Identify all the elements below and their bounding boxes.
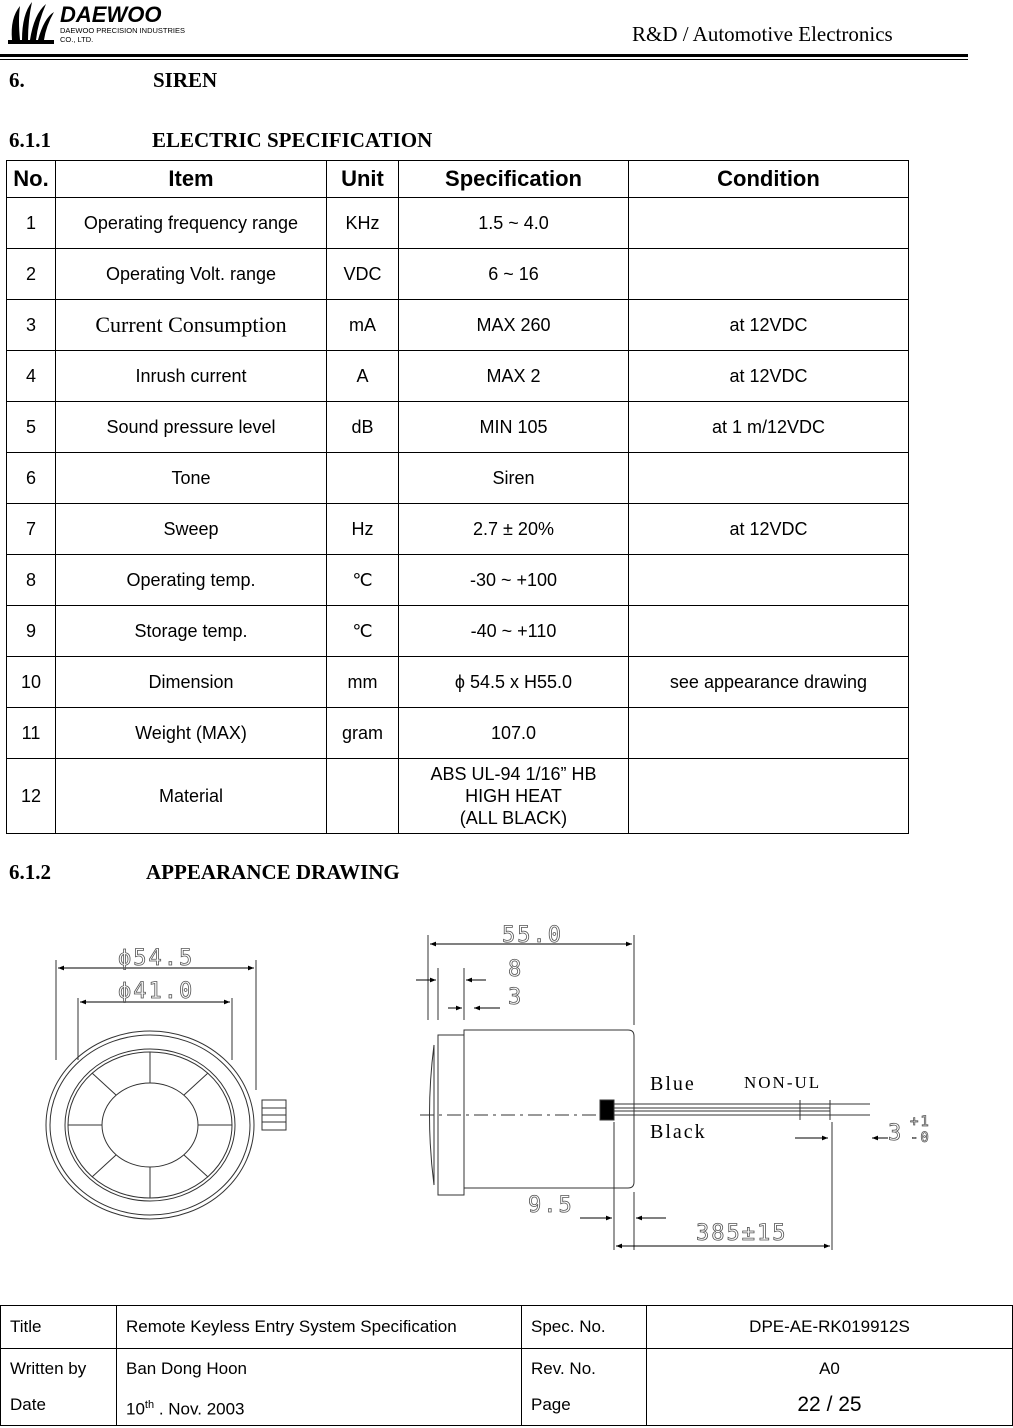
section-611-heading <box>9 128 432 153</box>
cell-no: 4 <box>7 351 56 402</box>
table-header-row <box>7 161 909 198</box>
cell-item: Operating Volt. range <box>56 249 327 300</box>
cell-no: 10 <box>7 657 56 708</box>
appearance-drawing <box>40 910 970 1260</box>
cell-spec: 6 ~ 16 <box>399 249 629 300</box>
cell-condition <box>629 453 909 504</box>
footer-rev-label: Rev. No. <box>531 1359 596 1378</box>
dim-8: 8 <box>508 957 524 982</box>
dim-cable-length: 385±15 <box>696 1221 788 1246</box>
wire-label-black: Black <box>650 1121 707 1143</box>
cell-condition <box>629 606 909 657</box>
dim-9-5: 9.5 <box>528 1193 574 1218</box>
cell-spec: MAX 2 <box>399 351 629 402</box>
cell-spec: 2.7 ± 20% <box>399 504 629 555</box>
table-row <box>7 198 909 249</box>
daewoo-logo-mark <box>8 2 54 44</box>
cell-condition: at 12VDC <box>629 300 909 351</box>
cell-item: Storage temp. <box>56 606 327 657</box>
dim-length: 55.0 <box>502 923 563 948</box>
table-row <box>7 351 909 402</box>
footer-row <box>1 1349 1013 1426</box>
header-specification: Specification <box>399 161 629 198</box>
cell-unit: mA <box>327 300 399 351</box>
cell-spec: -30 ~ +100 <box>399 555 629 606</box>
footer-rev-page-values-cell <box>647 1349 1013 1426</box>
dim-strip: 3 <box>888 1121 904 1146</box>
section-number: 6.1.1 <box>9 128 51 152</box>
table-row <box>7 504 909 555</box>
cell-spec: ϕ 54.5 x H55.0 <box>399 657 629 708</box>
cell-no: 8 <box>7 555 56 606</box>
table-row <box>7 300 909 351</box>
footer-labels-cell <box>1 1349 117 1426</box>
cell-unit: ℃ <box>327 555 399 606</box>
cell-condition <box>629 249 909 300</box>
cell-spec: MIN 105 <box>399 402 629 453</box>
cell-unit: ℃ <box>327 606 399 657</box>
cell-spec: 1.5 ~ 4.0 <box>399 198 629 249</box>
cell-spec <box>399 759 629 834</box>
footer-title-label: Title <box>1 1306 117 1349</box>
dim-strip-tol-plus: +1 <box>910 1114 931 1130</box>
cell-no: 7 <box>7 504 56 555</box>
table-row <box>7 249 909 300</box>
material-line: HIGH HEAT <box>465 786 562 806</box>
cell-condition <box>629 759 909 834</box>
cell-condition: see appearance drawing <box>629 657 909 708</box>
table-row <box>7 708 909 759</box>
dim-inner-diameter: ϕ41.0 <box>118 979 195 1004</box>
table-row <box>7 402 909 453</box>
footer-spec-no-value: DPE-AE-RK019912S <box>647 1306 1013 1349</box>
table-row <box>7 606 909 657</box>
footer-page-value: 22 / 25 <box>797 1393 862 1416</box>
cell-no: 5 <box>7 402 56 453</box>
cell-unit: VDC <box>327 249 399 300</box>
wire-note-non-ul: NON-UL <box>744 1073 822 1092</box>
table-row <box>7 555 909 606</box>
logo-sub2: CO., LTD. <box>60 35 94 44</box>
cell-item: Current Consumption <box>56 300 327 351</box>
cell-item: Material <box>56 759 327 834</box>
cell-condition <box>629 198 909 249</box>
footer-written-by-value: Ban Dong Hoon <box>126 1359 247 1378</box>
footer-written-by-label: Written by <box>10 1359 87 1378</box>
dim-strip-tol-minus: -0 <box>910 1130 931 1146</box>
daewoo-logo <box>6 0 196 50</box>
cell-item: Operating frequency range <box>56 198 327 249</box>
cell-condition: at 12VDC <box>629 504 909 555</box>
cell-no: 6 <box>7 453 56 504</box>
footer-title-value: Remote Keyless Entry System Specification <box>117 1306 522 1349</box>
cell-spec: Siren <box>399 453 629 504</box>
cell-unit: dB <box>327 402 399 453</box>
header-item: Item <box>56 161 327 198</box>
cell-item: Sound pressure level <box>56 402 327 453</box>
electric-spec-table <box>6 160 909 834</box>
cell-item: Tone <box>56 453 327 504</box>
cell-unit: mm <box>327 657 399 708</box>
cell-spec: -40 ~ +110 <box>399 606 629 657</box>
cell-no: 3 <box>7 300 56 351</box>
footer-rev-page-labels-cell <box>522 1349 647 1426</box>
footer-page-label: Page <box>531 1395 571 1414</box>
cell-item: Dimension <box>56 657 327 708</box>
logo-brand: DAEWOO <box>60 2 162 27</box>
cell-no: 2 <box>7 249 56 300</box>
section-title: APPEARANCE DRAWING <box>146 860 400 884</box>
footer-date-value <box>126 1387 512 1423</box>
department-label: R&D / Automotive Electronics <box>632 22 893 46</box>
cell-unit: A <box>327 351 399 402</box>
date-suffix: th <box>144 1399 155 1411</box>
section-612-heading <box>9 860 400 885</box>
header-no: No. <box>7 161 56 198</box>
header-rule-thick <box>0 54 968 57</box>
cell-no: 9 <box>7 606 56 657</box>
footer-values-cell <box>117 1349 522 1426</box>
cell-condition: at 1 m/12VDC <box>629 402 909 453</box>
cell-item: Weight (MAX) <box>56 708 327 759</box>
table-row <box>7 657 909 708</box>
cell-condition <box>629 555 909 606</box>
cell-item: Sweep <box>56 504 327 555</box>
wire-label-blue: Blue <box>650 1073 696 1095</box>
cell-spec: 107.0 <box>399 708 629 759</box>
header-rule-thin <box>0 59 968 60</box>
table-row <box>7 759 909 834</box>
cell-spec: MAX 260 <box>399 300 629 351</box>
date-day: 10 <box>126 1399 145 1419</box>
cell-no: 1 <box>7 198 56 249</box>
cell-condition: at 12VDC <box>629 351 909 402</box>
header-condition: Condition <box>629 161 909 198</box>
cell-item: Operating temp. <box>56 555 327 606</box>
logo-sub1: DAEWOO PRECISION INDUSTRIES <box>60 26 186 35</box>
header-unit: Unit <box>327 161 399 198</box>
table-row <box>7 453 909 504</box>
footer-date-label: Date <box>10 1395 46 1414</box>
footer-spec-no-label: Spec. No. <box>522 1306 647 1349</box>
cell-unit: gram <box>327 708 399 759</box>
cell-no: 11 <box>7 708 56 759</box>
dim-3: 3 <box>508 985 524 1010</box>
cell-unit: KHz <box>327 198 399 249</box>
cell-unit: Hz <box>327 504 399 555</box>
section-title: SIREN <box>153 68 218 92</box>
cell-unit <box>327 759 399 834</box>
section-number: 6. <box>9 68 25 92</box>
dim-outer-diameter: ϕ54.5 <box>118 946 195 971</box>
footer-rev-value: A0 <box>819 1359 840 1378</box>
date-rest: . Nov. 2003 <box>154 1399 245 1419</box>
cell-condition <box>629 708 909 759</box>
cell-no: 12 <box>7 759 56 834</box>
section-6-heading <box>9 68 217 93</box>
material-line: ABS UL-94 1/16” HB <box>430 764 597 784</box>
section-number: 6.1.2 <box>9 860 51 884</box>
cell-item: Inrush current <box>56 351 327 402</box>
footer-row <box>1 1306 1013 1349</box>
cell-unit <box>327 453 399 504</box>
section-title: ELECTRIC SPECIFICATION <box>152 128 433 152</box>
document-footer-table <box>0 1305 1013 1426</box>
material-line: (ALL BLACK) <box>459 808 568 828</box>
